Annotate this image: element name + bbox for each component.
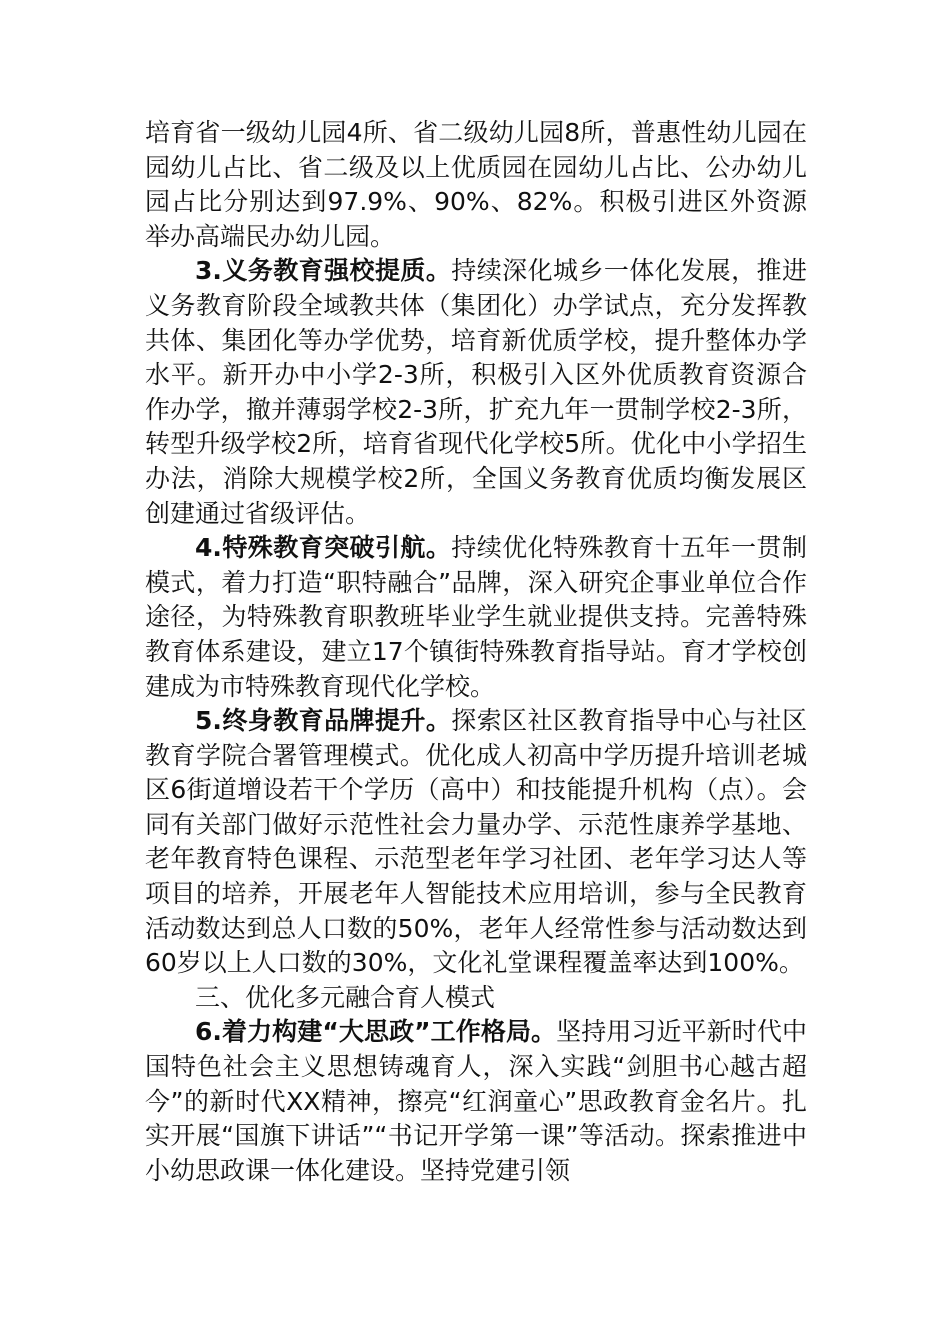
paragraph-text: 持续深化城乡一体化发展，推进义务教育阶段全域教共体（集团化）办学试点，充分发挥教共体、集团化等办学优势，培育新优质学校，提升整体办学水平。新开办中小学2-3所，积极引入区外优质教育资源合作办学，撤并薄弱学校2-3所，扩充九年一贯制学校2-3所，转型升级学校2所，培育省现代化学校5所。优化中小学招生办法，消除大规模学校2所，全国义务教育优质均衡发展区创建通过省级评估。: [145, 256, 807, 528]
paragraph-text: 持续优化特殊教育十五年一贯制模式，着力打造“职特融合”品牌，深入研究企事业单位合作途径，为特殊教育职教班毕业学生就业提供支持。完善特殊教育体系建设，建立17个镇街特殊教育指导站。育才学校创建成为市特殊教育现代化学校。: [145, 533, 807, 701]
paragraph-text: 培育省一级幼儿园4所、省二级幼儿园8所，普惠性幼儿园在园幼儿占比、省二级及以上优质园在园幼儿占比、公办幼儿园占比分别达到97.9%、90%、82%。积极引进区外资源举办高端民办幼儿园。: [145, 118, 807, 251]
paragraph-special-education: [145, 531, 807, 704]
section-heading-three: [145, 981, 807, 1016]
paragraph-heading: 6.着力构建“大思政”工作格局。: [195, 1017, 557, 1047]
paragraph-heading: 3.义务教育强校提质。: [195, 256, 452, 286]
paragraph-text: 坚持用习近平新时代中国特色社会主义思想铸魂育人，深入实践“剑胆书心越古超今”的新时代XX精神，擦亮“红润童心”思政教育金名片。扎实开展“国旗下讲话”“书记开学第一课”等活动。探索推进中小幼思政课一体化建设。坚持党建引领: [145, 1017, 807, 1185]
paragraph-kindergarten-continued: [145, 116, 807, 254]
section-heading-text: 三、优化多元融合育人模式: [195, 982, 496, 1012]
paragraph-heading: 4.特殊教育突破引航。: [195, 533, 452, 563]
paragraph-ideological-education: [145, 1015, 807, 1188]
paragraph-lifelong-education: [145, 704, 807, 981]
paragraph-heading: 5.终身教育品牌提升。: [195, 706, 452, 736]
paragraph-compulsory-education: [145, 254, 807, 531]
paragraph-text: 探索区社区教育指导中心与社区教育学院合署管理模式。优化成人初高中学历提升培训老城区6街道增设若干个学历（高中）和技能提升机构（点）。会同有关部门做好示范性社会力量办学、示范性康养学基地、老年教育特色课程、示范型老年学习社团、老年学习达人等项目的培养，开展老年人智能技术应用培训，参与全民教育活动数达到总人口数的50%，老年人经常性参与活动数达到60岁以上人口数的30%，文化礼堂课程覆盖率达到100%。: [145, 706, 807, 978]
document-page: [145, 116, 807, 1188]
